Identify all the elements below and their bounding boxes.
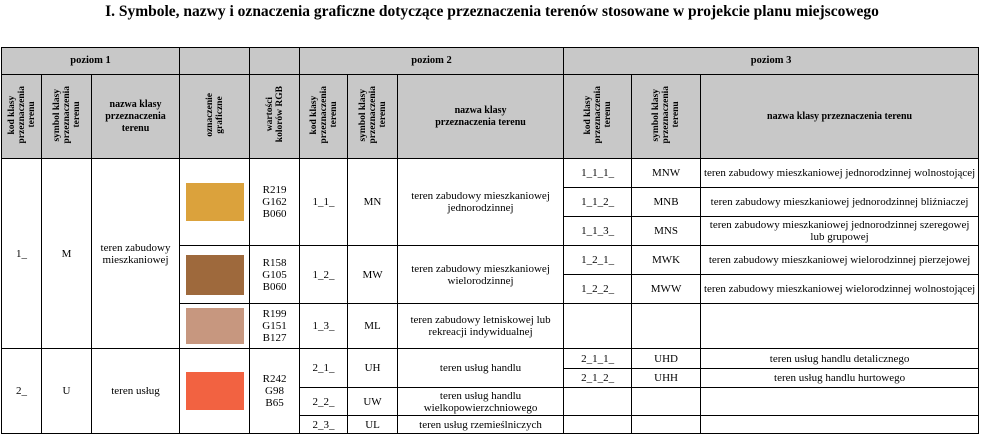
level3-kod: 1_1_1_ bbox=[564, 159, 632, 188]
level3-name: teren usług handlu hurtowego bbox=[701, 369, 979, 388]
col-header-name1: nazwa klasy przeznaczenia terenu bbox=[105, 98, 166, 134]
rgb-value: R158 G105 B060 bbox=[250, 246, 300, 304]
level2-symbol: UH bbox=[348, 349, 398, 388]
level2-symbol: ML bbox=[348, 304, 398, 349]
col-header-kod1: kod klasy przeznaczenia terenu bbox=[6, 85, 37, 144]
col-header-kod3: kod klasy przeznaczenia terenu bbox=[582, 85, 613, 144]
level2-symbol: UL bbox=[348, 416, 398, 434]
level3-name: teren zabudowy mieszkaniowej wielorodzinnej pierzejowej bbox=[701, 246, 979, 275]
level3-symbol: MWK bbox=[632, 246, 701, 275]
rgb-value: R242 G98 B65 bbox=[250, 349, 300, 434]
level-1-header: poziom 1 bbox=[2, 48, 180, 75]
level2-name: teren zabudowy letniskowej lub rekreacji indywidualnej bbox=[398, 304, 564, 349]
levels-row bbox=[2, 48, 979, 75]
level2-name: teren usług handlu wielkopowierzchniowego bbox=[398, 388, 564, 416]
level3-symbol: MNB bbox=[632, 188, 701, 217]
group-kod: 1_ bbox=[2, 159, 42, 349]
level2-kod: 1_2_ bbox=[300, 246, 348, 304]
group-kod: 2_ bbox=[2, 349, 42, 434]
group-name: teren usług bbox=[92, 349, 180, 434]
level2-symbol: MN bbox=[348, 159, 398, 246]
table-row bbox=[2, 349, 979, 369]
color-swatch bbox=[186, 183, 244, 221]
level2-kod: 2_1_ bbox=[300, 349, 348, 388]
level2-name: teren zabudowy mieszkaniowej jednorodzinnej bbox=[398, 159, 564, 246]
rgb-value: R199 G151 B127 bbox=[250, 304, 300, 349]
level2-symbol: UW bbox=[348, 388, 398, 416]
col-header-rgb: wartości kolorów RGB bbox=[264, 86, 285, 143]
group-symbol: U bbox=[42, 349, 92, 434]
level3-kod: 1_1_2_ bbox=[564, 188, 632, 217]
document-title: I. Symbole, nazwy i oznaczenia graficzne dotyczące przeznaczenia terenów stosowane w projekcie planu miejscowego bbox=[105, 3, 879, 20]
rgb-value: R219 G162 B060 bbox=[250, 159, 300, 246]
level2-name: teren zabudowy mieszkaniowej wielorodzinnej bbox=[398, 246, 564, 304]
land-use-table bbox=[1, 47, 979, 434]
level2-kod: 2_2_ bbox=[300, 388, 348, 416]
level2-kod: 1_1_ bbox=[300, 159, 348, 246]
level2-name: teren usług handlu bbox=[398, 349, 564, 388]
level3-name: teren usług handlu detalicznego bbox=[701, 349, 979, 369]
level-2-header: poziom 2 bbox=[300, 48, 564, 75]
col-header-kod2: kod klasy przeznaczenia terenu bbox=[308, 85, 339, 144]
col-header-sym1: symbol klasy przeznaczenia terenu bbox=[51, 85, 82, 144]
column-headers-row bbox=[2, 75, 979, 159]
level3-kod: 2_1_2_ bbox=[564, 369, 632, 388]
level3-symbol: MWW bbox=[632, 275, 701, 304]
col-header-graphic: oznaczenie graficzne bbox=[204, 92, 225, 137]
level3-symbol: UHH bbox=[632, 369, 701, 388]
table-row bbox=[2, 159, 979, 188]
level-3-header: poziom 3 bbox=[564, 48, 979, 75]
level2-name: teren usług rzemieślniczych bbox=[398, 416, 564, 434]
col-header-sym2: symbol klasy przeznaczenia terenu bbox=[357, 85, 388, 144]
level3-symbol: UHD bbox=[632, 349, 701, 369]
level3-kod: 2_1_1_ bbox=[564, 349, 632, 369]
level3-symbol: MNW bbox=[632, 159, 701, 188]
level3-name: teren zabudowy mieszkaniowej jednorodzinnej bliźniaczej bbox=[701, 188, 979, 217]
color-swatch bbox=[186, 255, 244, 295]
level3-name: teren zabudowy mieszkaniowej wielorodzinnej wolnostojącej bbox=[701, 275, 979, 304]
level2-kod: 2_3_ bbox=[300, 416, 348, 434]
color-swatch bbox=[186, 372, 244, 410]
level3-kod: 1_2_1_ bbox=[564, 246, 632, 275]
level3-symbol: MNS bbox=[632, 217, 701, 246]
group-name: teren zabudowy mieszkaniowej bbox=[92, 159, 180, 349]
level3-name: teren zabudowy mieszkaniowej jednorodzinnej szeregowej lub grupowej bbox=[701, 217, 979, 246]
col-header-sym3: symbol klasy przeznaczenia terenu bbox=[651, 85, 682, 144]
level2-symbol: MW bbox=[348, 246, 398, 304]
level2-kod: 1_3_ bbox=[300, 304, 348, 349]
level3-kod: 1_1_3_ bbox=[564, 217, 632, 246]
col-header-name2: nazwa klasy przeznaczenia terenu bbox=[435, 104, 526, 128]
level3-name: teren zabudowy mieszkaniowej jednorodzinnej wolnostojącej bbox=[701, 159, 979, 188]
group-symbol: M bbox=[42, 159, 92, 349]
color-swatch bbox=[186, 308, 244, 344]
col-header-name3: nazwa klasy przeznaczenia terenu bbox=[767, 110, 913, 122]
level3-kod: 1_2_2_ bbox=[564, 275, 632, 304]
